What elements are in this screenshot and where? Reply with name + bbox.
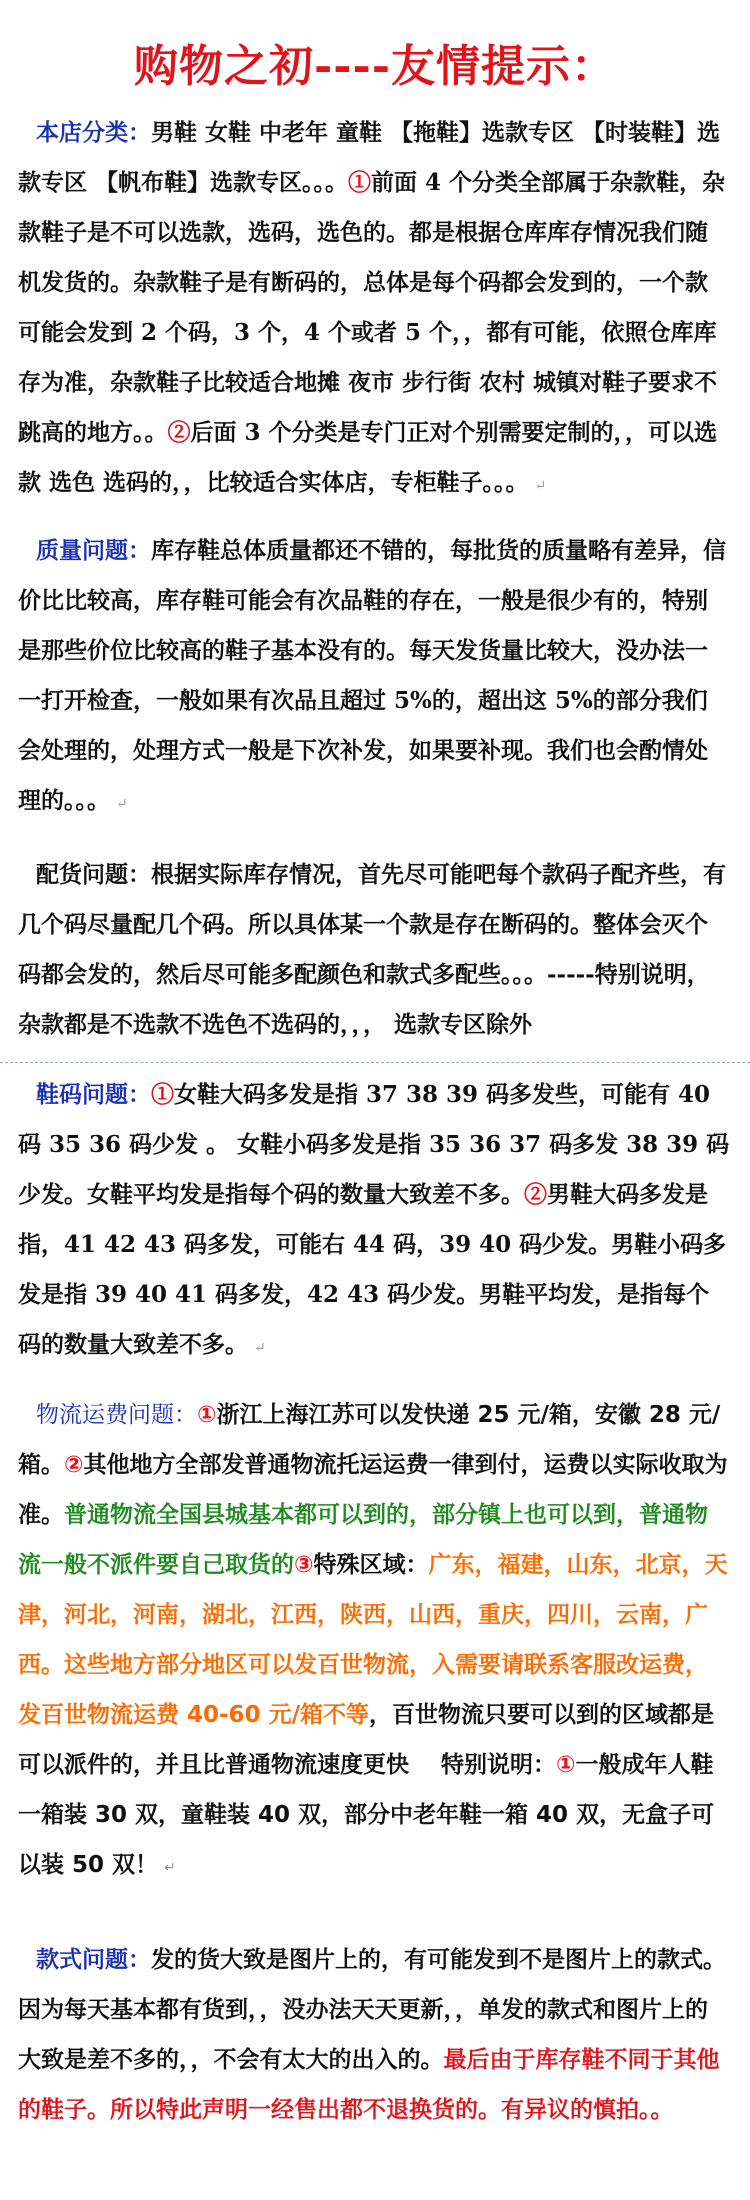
shipping-marker-3: ③	[294, 1552, 314, 1578]
sizes-label: 鞋码问题：	[36, 1081, 151, 1108]
shipping-marker-1: ①	[197, 1402, 217, 1428]
sizes-section	[18, 1070, 730, 1373]
shipping-zj: 浙江上海江苏可以发快递 25 元/箱，安徽 28 元/箱。	[18, 1402, 721, 1478]
paragraph-mark: ↵	[164, 1860, 176, 1876]
quality-section	[18, 526, 730, 829]
special-note-text: 一般成年人鞋一箱装 30 双，童鞋装 40 双，部分中老年鞋一箱 40 双，无盒子可以装 50 双！	[18, 1752, 715, 1878]
note1-marker: ①	[348, 169, 372, 196]
categories-list: 男鞋 女鞋 中老年 童鞋 【拖鞋】选款专区 【时装鞋】选款专区 【帆布鞋】选款专区。。。	[18, 119, 721, 196]
sizes-marker-2: ②	[524, 1181, 547, 1208]
shipping-other: 其他地方全部发普通物流托运运费一律到付，运费以实际收取为准。	[18, 1452, 728, 1528]
style-text: 发的货大致是图片上的，有可能发到不是图片上的款式。因为每天基本都有货到，，没办法天天更新，，单发的款式和图片上的大致是差不多的，，不会有太大的出入的。	[18, 1947, 726, 2073]
sizes-women: 女鞋大码多发是指 37 38 39 码多发些，可能有 40 码 35 36 码少发 。 女鞋小码多发是指 35 36 37 码多发 38 39 码少发。女鞋平均发是指每个码的数量大致差不多。	[18, 1081, 730, 1208]
page-title: 购物之初----友情提示：	[133, 41, 617, 92]
note2-marker: ②	[167, 419, 191, 446]
shipping-marker-2: ②	[64, 1452, 84, 1478]
shipping-general-note: 普通物流全国县城基本都可以到的，部分镇上也可以到，普通物流一般不派件要自己取货的	[18, 1502, 708, 1578]
shipping-label: 物流运费问题：	[36, 1402, 197, 1428]
quality-label: 质量问题：	[36, 537, 151, 564]
paragraph-mark: ↵	[534, 478, 547, 494]
shipping-special-label: 特殊区域：	[313, 1552, 429, 1578]
style-section	[18, 1935, 730, 2135]
style-label: 款式问题：	[36, 1947, 151, 1973]
categories-note2: 后面 3 个分类是专门正对个别需要定制的，，可以选款 选色 选码的，，比较适合实体店，专柜鞋子。。。	[18, 419, 718, 496]
quality-text: 库存鞋总体质量都还不错的，每批货的质量略有差异，信价比比较高，库存鞋可能会有次品鞋的存在，一般是很少有的，特别是那些价位比较高的鞋子基本没有的。每天发货量比较大，没办法一一打开检查，一般如果有次品且超过 5%的，超出这 5%的部分我们会处理的，处理方式一般是下次补发，如果要补现。我们也会酌情处理的。。。	[18, 537, 726, 814]
sizes-marker-1: ①	[151, 1081, 174, 1108]
special-note-marker: ①	[556, 1752, 576, 1778]
allocation-label: 配货问题：	[36, 861, 151, 888]
paragraph-mark: ↵	[254, 1340, 266, 1356]
categories-label: 本店分类：	[36, 119, 151, 146]
style-return-policy: 最后由于库存鞋不同于其他的鞋子。所以特此声明一经售出都不退换货的。有异议的慎拍。。	[18, 2047, 720, 2123]
categories-section	[18, 108, 730, 511]
special-note-label: 特别说明：	[441, 1752, 557, 1778]
paragraph-mark: ↵	[116, 796, 128, 812]
section-divider	[0, 1062, 750, 1063]
categories-note1: 前面 4 个分类全部属于杂款鞋，杂款鞋子是不可以选款，选码，选色的。都是根据仓库库存情况我们随机发货的。杂款鞋子是有断码的，总体是每个码都会发到的，一个款可能会发到 2 个码，3 个，4 个或者 5 个，，都有可能，依照仓库库存为准，杂款鞋子比较适合地摊 夜市 步行街 农村 城镇对鞋子要求不跳高的地方。。	[18, 169, 726, 446]
shipping-special-regions: 广东，福建，山东，北京，天津，河北，河南，湖北，江西，陕西，山西，重庆，四川，云南，广西。这些地方部分地区可以发百世物流，入需要请联系客服改运费，发百世物流运费 40-60 元/箱不等	[18, 1552, 728, 1728]
allocation-text: 根据实际库存情况，首先尽可能吧每个款码子配齐些，有几个码尽量配几个码。所以具体某一个款是存在断码的。整体会灭个码都会发的，然后尽可能多配颜色和款式多配些。。。-----特别说明，杂款都是不选款不选色不选码的，，， 选款专区除外	[18, 861, 726, 1038]
shipping-baishi: ，百世物流只要可以到的区域都是可以派件的，并且比普通物流速度更快	[18, 1702, 714, 1778]
sizes-men: 男鞋大码多发是指，41 42 43 码多发，可能右 44 码，39 40 码少发。男鞋小码多发是指 39 40 41 码多发，42 43 码少发。男鞋平均发，是指每个码的数量大致差不多。	[18, 1181, 727, 1358]
allocation-section	[18, 850, 730, 1050]
shipping-section	[18, 1390, 730, 1893]
